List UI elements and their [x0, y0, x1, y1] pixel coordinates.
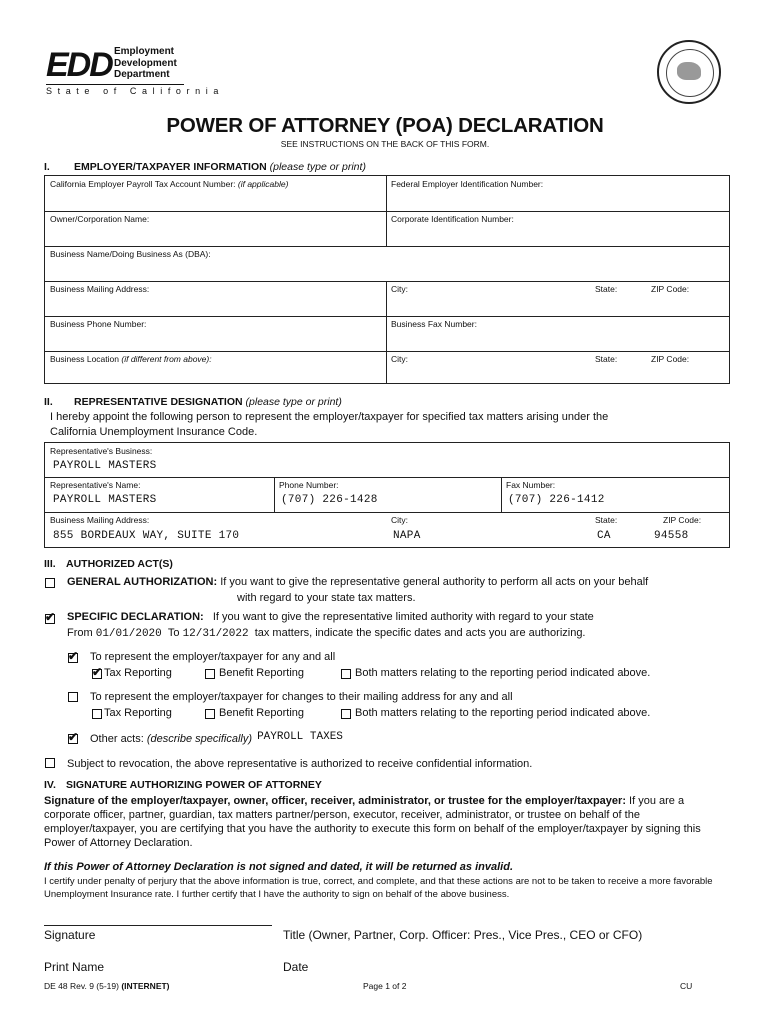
form-title: POWER OF ATTORNEY (POA) DECLARATION: [166, 114, 604, 137]
rep-name-value[interactable]: PAYROLL MASTERS: [53, 494, 157, 506]
general-authorization-text: GENERAL AUTHORIZATION: If you want to give the representative general authority to perform all acts on your behalf: [67, 576, 649, 588]
rep-phone-label: Phone Number:: [279, 480, 339, 490]
row-divider: [45, 211, 729, 212]
opt2-benefit-reporting-checkbox[interactable]: [205, 709, 215, 719]
specific-declaration-checkbox[interactable]: [45, 614, 55, 624]
location-city-label: City:: [391, 354, 408, 364]
section-2-heading: II. REPRESENTATIVE DESIGNATION (please type or print): [44, 396, 342, 408]
section-4-heading: IV. SIGNATURE AUTHORIZING POWER OF ATTORNEY: [44, 779, 322, 791]
col-divider: [501, 477, 502, 512]
row-divider: [45, 512, 729, 513]
opt1-both-matters-label: Both matters relating to the reporting period indicated above.: [355, 667, 651, 679]
revocation-text: Subject to revocation, the above representative is authorized to receive confidential information.: [67, 758, 533, 770]
rep-business-label: Representative's Business:: [50, 446, 153, 456]
row-divider: [45, 477, 729, 478]
print-name-label: Print Name: [44, 960, 105, 974]
payroll-account-label: California Employer Payroll Tax Account Number: (if applicable): [50, 179, 289, 189]
opt1-benefit-reporting-checkbox[interactable]: [205, 669, 215, 679]
rep-mailing-label: Business Mailing Address:: [50, 515, 150, 525]
row-divider: [45, 281, 729, 282]
from-date-value[interactable]: 01/01/2020: [95, 628, 162, 640]
col-divider: [386, 281, 387, 384]
signature-instructions: Signature of the employer/taxpayer, owner, officer, receiver, administrator, or trustee for the employer/taxpayer: If you are a corporate officer, partner, guardian, tax matters partner/person, executor, receiver, administrator, or trustee on behalf of the employer/taxpayer, you are certifying that you have the authority to execute this form on behalf of the employer/taxpayer by signing this Power of Attorney Declaration.: [44, 795, 701, 849]
opt2-tax-reporting-checkbox[interactable]: [92, 709, 102, 719]
row-divider: [45, 316, 729, 317]
row-divider: [45, 351, 729, 352]
location-zip-label: ZIP Code:: [651, 354, 690, 364]
opt1-tax-reporting-label: Tax Reporting: [104, 667, 172, 679]
opt2-benefit-reporting-label: Benefit Reporting: [219, 707, 304, 719]
section-3-heading: III. AUTHORIZED ACT(S): [44, 558, 173, 570]
any-and-all-checkbox[interactable]: [68, 653, 78, 663]
rep-city-label: City:: [391, 515, 408, 525]
signature-label: Signature: [44, 928, 96, 942]
business-city-label: City:: [391, 284, 408, 294]
any-and-all-text: To represent the employer/taxpayer for any and all: [90, 651, 336, 663]
rep-zip-label: ZIP Code:: [663, 515, 702, 525]
fein-label: Federal Employer Identification Number:: [391, 179, 544, 189]
opt2-both-matters-checkbox[interactable]: [341, 709, 351, 719]
business-mailing-label: Business Mailing Address:: [50, 284, 150, 294]
invalid-warning: If this Power of Attorney Declaration is not signed and dated, it will be returned as invalid.: [44, 861, 513, 873]
rep-fax-value[interactable]: (707) 226-1412: [508, 494, 605, 506]
dba-label: Business Name/Doing Business As (DBA):: [50, 249, 211, 259]
section-1-heading: I. EMPLOYER/TAXPAYER INFORMATION (please type or print): [44, 161, 366, 173]
opt1-tax-reporting-checkbox[interactable]: [92, 669, 102, 679]
opt1-both-matters-checkbox[interactable]: [341, 669, 351, 679]
other-acts-value[interactable]: PAYROLL TAXES: [257, 731, 343, 743]
corp-id-label: Corporate Identification Number:: [391, 214, 514, 224]
general-authorization-checkbox[interactable]: [45, 578, 55, 588]
business-fax-label: Business Fax Number:: [391, 319, 477, 329]
rep-fax-label: Fax Number:: [506, 480, 556, 490]
appointment-text-line2: California Unemployment Insurance Code.: [50, 426, 258, 438]
form-subtitle: SEE INSTRUCTIONS ON THE BACK OF THIS FORM.: [280, 139, 490, 149]
other-acts-label: Other acts: (describe specifically) PAYROLL TAXES: [90, 731, 343, 745]
rep-zip-value[interactable]: 94558: [654, 530, 689, 542]
other-acts-checkbox[interactable]: [68, 734, 78, 744]
edd-logo-state: State of California: [46, 86, 224, 96]
mailing-changes-text: To represent the employer/taxpayer for changes to their mailing address for any and all: [90, 691, 513, 703]
revocation-checkbox[interactable]: [45, 758, 55, 768]
col-divider: [386, 176, 387, 246]
business-zip-label: ZIP Code:: [651, 284, 690, 294]
to-date-value[interactable]: 12/31/2022: [182, 628, 249, 640]
location-state-label: State:: [595, 354, 618, 364]
rep-state-value[interactable]: CA: [597, 530, 611, 542]
general-authorization-text-line2: with regard to your state tax matters.: [237, 592, 416, 604]
opt1-benefit-reporting-label: Benefit Reporting: [219, 667, 304, 679]
business-phone-label: Business Phone Number:: [50, 319, 147, 329]
rep-city-value[interactable]: NAPA: [393, 530, 421, 542]
period-line: From 01/01/2020 To 12/31/2022 tax matters, indicate the specific dates and acts you are authorizing.: [67, 627, 586, 640]
mailing-changes-checkbox[interactable]: [68, 692, 78, 702]
rep-phone-value[interactable]: (707) 226-1428: [281, 494, 378, 506]
rep-mailing-value[interactable]: 855 BORDEAUX WAY, SUITE 170: [53, 530, 240, 542]
state-seal-icon: [657, 40, 721, 104]
rep-business-value[interactable]: PAYROLL MASTERS: [53, 460, 157, 472]
page-number: Page 1 of 2: [363, 981, 407, 991]
form-code: CU: [680, 981, 693, 991]
employer-info-grid: [44, 175, 730, 384]
row-divider: [45, 246, 729, 247]
specific-declaration-text: SPECIFIC DECLARATION: If you want to give the representative limited authority with regard to your state: [67, 611, 594, 623]
edd-logo-department: Employment Development Department: [114, 46, 177, 80]
appointment-text-line1: I hereby appoint the following person to represent the employer/taxpayer for specified tax matters arising under the: [50, 411, 609, 423]
rep-name-label: Representative's Name:: [50, 480, 141, 490]
business-location-label: Business Location (if different from above):: [50, 354, 212, 364]
form-id: DE 48 Rev. 9 (5-19) (INTERNET): [44, 981, 170, 991]
edd-logo-mark: EDD: [46, 46, 112, 84]
col-divider: [274, 477, 275, 512]
date-label: Date: [283, 960, 309, 974]
opt2-both-matters-label: Both matters relating to the reporting period indicated above.: [355, 707, 651, 719]
edd-logo: [46, 46, 224, 98]
signature-line[interactable]: [44, 925, 272, 926]
representative-grid: [44, 442, 730, 548]
title-label: Title (Owner, Partner, Corp. Officer: Pres., Vice Pres., CEO or CFO): [283, 928, 643, 942]
certification-text: I certify under penalty of perjury that the above information is true, correct, and complete, and that these actions are not to be taken to receive a more favorable Unemployment Insurance rate. I further certify that I have the authority to sign on behalf of the above business.: [44, 876, 713, 900]
opt2-tax-reporting-label: Tax Reporting: [104, 707, 172, 719]
business-state-label: State:: [595, 284, 618, 294]
owner-name-label: Owner/Corporation Name:: [50, 214, 150, 224]
rep-state-label: State:: [595, 515, 618, 525]
